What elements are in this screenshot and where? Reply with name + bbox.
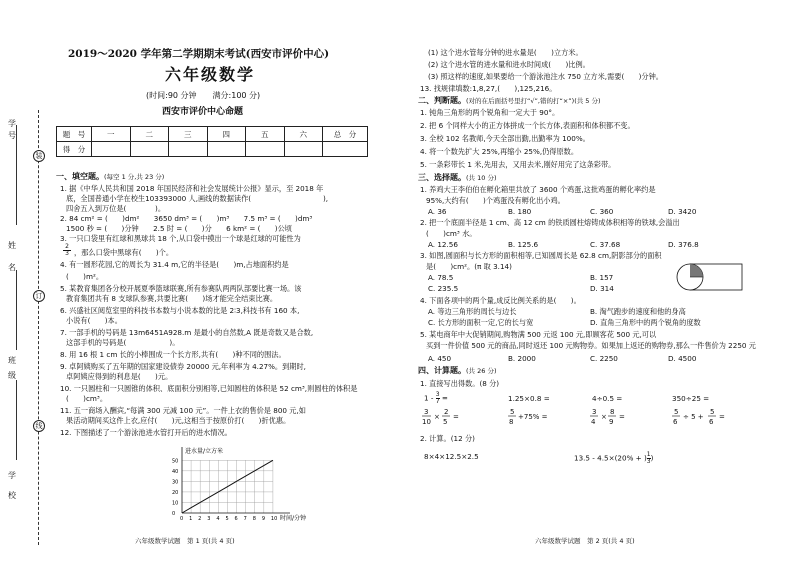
section-1-note: (每空 1 分,共 23 分) [104, 173, 165, 181]
choice-option[interactable]: D. 376.8 [668, 240, 699, 249]
section-3-heading [418, 173, 496, 183]
question-line: 2. 把 6 个同样大小的正方体拼成一个长方体,表面积和体积都不变。 [420, 121, 635, 130]
score-header-cell: 三 [169, 127, 208, 142]
question-line: 5. 一条彩带长 1 米,先用去，又用去米,刚好用完了这条彩带。 [420, 160, 616, 169]
question-line: 2. 84 cm² = ( )dm² 3650 dm³ = ( )m³ 7.5 m³ = ( )dm³ [60, 214, 313, 223]
svg-text:÷ 5 +: ÷ 5 + [683, 413, 704, 421]
score-header-cell: 一 [92, 127, 131, 142]
x-tick-label: 7 [243, 516, 247, 522]
choice-option[interactable]: D. 直角三角形中的两个锐角的度数 [590, 318, 701, 327]
binding-line [38, 110, 39, 545]
binding-circle: 线 [33, 420, 45, 432]
svg-text:5: 5 [443, 418, 448, 426]
score-header-cell: 二 [130, 127, 169, 142]
score-cell[interactable] [92, 142, 131, 157]
question-line: 9. 卓阿姨购买了五年期的国家建设债券 20000 元,年利率为 4.27%。到期时, [60, 362, 306, 371]
question-line: (2) 这个进水管的进水量和进水时间成( )比例。 [428, 60, 590, 69]
fraction-calc-row [422, 406, 752, 428]
svg-text:3: 3 [424, 408, 429, 416]
section-4-title: 四、计算题。 [418, 366, 466, 375]
side-label-school: 学 [8, 471, 16, 480]
question-line: 教育集团共有 8 支球队参赛,共要比赛( )场才能完全结束比赛。 [66, 294, 278, 303]
question-line: 果活动期间买这件上衣,应付( )元,这相当于按原价打( )折优惠。 [66, 416, 291, 425]
calc-part-2: 2. 计算。(12 分) [420, 434, 475, 443]
section-2-heading [418, 96, 601, 106]
y-tick-label: 50 [172, 458, 179, 465]
side-label-school-2: 校 [8, 491, 16, 500]
svg-text:5: 5 [510, 408, 515, 416]
side-underline [16, 270, 17, 350]
choice-option[interactable]: A. 等边三角形的周长与边长 [428, 307, 517, 316]
svg-text:8: 8 [610, 408, 615, 416]
svg-text:3: 3 [592, 408, 597, 416]
proposer: 西安市评价中心命题 [162, 107, 244, 117]
calc-part-1: 1. 直接写出得数。(8 分) [420, 379, 500, 388]
x-tick-label: 8 [252, 516, 256, 522]
svg-text:9: 9 [609, 418, 614, 426]
choice-option[interactable]: C. 37.68 [590, 240, 621, 249]
side-label-number: 学 [8, 119, 16, 128]
svg-text:6: 6 [673, 418, 678, 426]
x-tick-label: 5 [225, 516, 229, 522]
score-row-label: 得 分 [57, 142, 92, 157]
question-line: 6. 兴盛社区阅览室里的科技书本数与小说本数的比是 2∶3,科技书有 160 本, [60, 306, 300, 315]
svg-text:5: 5 [674, 408, 679, 416]
score-table [56, 126, 368, 157]
x-tick-label: 6 [234, 516, 238, 522]
section-4-note: (共 26 分) [466, 367, 497, 375]
question-line: ( )cm³。 [66, 394, 108, 403]
question-line: ( )cm³ 水。 [426, 229, 477, 238]
calc-item: 1.25×0.8 = [508, 394, 550, 403]
score-cell[interactable] [284, 142, 323, 157]
calc-item: 350÷25 = [672, 394, 710, 403]
fraction-2-3 [63, 244, 71, 257]
score-cell[interactable] [323, 142, 368, 157]
section-3-title: 三、选择题。 [418, 173, 466, 182]
side-label-name-2: 名 [8, 263, 16, 272]
question-line: 4. 有一圆形花园,它的周长为 31.4 m,它的半径是( )m,占地面积约是 [60, 260, 289, 269]
question-line: 2. 把一个底面半径是 1 cm、高 12 cm 的铁质圆柱熔铸成体积相等的铁球,会溢出 [420, 218, 680, 227]
svg-text:+75% =: +75% = [518, 413, 548, 421]
fraction-denominator: 3 [63, 250, 71, 257]
score-header-cell: 五 [246, 127, 285, 142]
y-tick-label: 40 [172, 468, 179, 475]
choice-option[interactable]: C. 长方形的面积一定,它的长与宽 [428, 318, 534, 327]
question-line: 这部手机的号码是( )。 [66, 338, 180, 347]
svg-text:=: = [619, 413, 625, 421]
question-line: 底，全国普通小学在校生103393000 人,画线的数据读作( ), [66, 194, 329, 203]
choice-option[interactable]: B. 157 [590, 273, 614, 282]
svg-text:2: 2 [444, 408, 449, 416]
score-header-cell: 六 [284, 127, 323, 142]
question-line: 5. 某教育集团各分校开展夏季篮球联赛,所有参赛队两两队部要比赛一场。该 [60, 284, 302, 293]
choice-option[interactable]: B. 180 [508, 207, 532, 216]
score-header-cell: 题 号 [57, 127, 92, 142]
side-underline [16, 125, 17, 225]
score-cell[interactable] [169, 142, 208, 157]
page-1-footer: 六年级数学试题 第 1 页(共 4 页) [135, 537, 235, 545]
choice-option[interactable]: A. 78.5 [428, 273, 454, 282]
svg-text:5: 5 [710, 408, 715, 416]
question-line: 卓阿姨应得到的利息是( )元。 [66, 372, 173, 381]
circle-rectangle-figure [672, 262, 744, 298]
question-line: 1. 据《中华人民共和国 2018 年国民经济和社会发展统计公报》显示，至 2018 年 [60, 184, 324, 193]
x-tick-label: 0 [180, 516, 184, 522]
calc2-item: 8×4×12.5×2.5 [424, 452, 479, 461]
y-tick-label: 20 [172, 489, 179, 496]
svg-text:8: 8 [509, 418, 514, 426]
question-line: 12. 下图描述了一个游泳池进水管打开后的进水情况。 [60, 428, 232, 437]
question-line: 10. 一只圆柱和一只圆锥的体积、底面积分别相等,已知圆柱的体积是 52 cm³,则圆柱的体积是 [60, 384, 358, 393]
svg-text:×: × [601, 413, 607, 421]
y-axis-label: 进水量/立方米 [185, 448, 224, 455]
choice-option[interactable]: A. 450 [428, 354, 452, 363]
choice-option[interactable]: B. 2000 [508, 354, 536, 363]
score-cell[interactable] [246, 142, 285, 157]
question-line: 3. 如图,圆面积与长方形的面积相等,已知圆周长是 62.8 cm,阴影部分的面积 [420, 251, 662, 260]
question-line: 95%,大约有( )个鸡蛋没有孵化出小鸡。 [426, 196, 565, 205]
x-axis-label: 时间/分钟 [280, 515, 307, 522]
side-label-class-2: 级 [8, 371, 16, 380]
question-line: (3) 照这样的速度,如果要给一个游泳池注水 750 立方米,需要( )分钟。 [428, 72, 663, 81]
subject-title: 六年级数学 [165, 65, 256, 84]
exam-title: 2019～2020 学年第二学期期末考试(西安市评价中心) [68, 48, 330, 60]
score-cell[interactable] [130, 142, 169, 157]
x-tick-label: 1 [189, 516, 193, 522]
svg-text:6: 6 [709, 418, 714, 426]
choice-option[interactable]: C. 360 [590, 207, 614, 216]
x-tick-label: 3 [207, 516, 211, 522]
svg-text:×: × [434, 413, 440, 421]
calc2-item: 13.5 - 4.5×(20% + ) $\frac{1}{3}$ ) [574, 451, 654, 465]
choice-option[interactable]: B. 淘气跑步的速度和他的身高 [590, 307, 686, 316]
question-line: 1500 秒 = ( )分钟 2.5 时 = ( )分 6 km² = ( )公顷 [66, 224, 292, 233]
y-tick-label: 0 [172, 511, 176, 517]
question-line: ( )m²。 [66, 272, 104, 281]
y-tick-label: 30 [172, 479, 179, 486]
question-line: 1. 养鸡大王李伯伯在孵化箱里共放了 3600 个鸡蛋,这批鸡蛋的孵化率约是 [420, 185, 656, 194]
svg-text:=: = [719, 413, 725, 421]
question-line: 3. 全校 102 名教师,今天全部出勤,出勤率为 100%。 [420, 134, 590, 143]
score-header-cell: 总 分 [323, 127, 368, 142]
question-line: ，那么口袋中黑球有( )个。 [74, 248, 174, 257]
question-line: 13. 找规律填数:1,8,27,( ),125,216。 [420, 84, 557, 93]
section-3-note: (共 10 分) [466, 174, 497, 182]
question-line: 11. 五一商场入酬宾,“每满 300 元减 100 元”。一件上衣的售价是 800 元,如 [60, 406, 306, 415]
score-header-cell: 四 [207, 127, 246, 142]
water-inflow-chart [160, 443, 310, 528]
question-line: 5. 某电商年中大促销期间,购物满 500 元返 100 元,即顾客花 500 元,可以 [420, 330, 657, 339]
fraction-numerator: 2 [65, 243, 69, 250]
choice-option[interactable]: C. 2250 [590, 354, 618, 363]
score-cell[interactable] [207, 142, 246, 157]
calc-item: 1 - $\frac{3}{7}$ = [424, 391, 448, 405]
section-2-title: 二、判断题。 [418, 96, 466, 105]
svg-text:=: = [453, 413, 459, 421]
choice-option[interactable]: A. 12.56 [428, 240, 458, 249]
section-1-heading [56, 172, 164, 182]
choice-option[interactable]: D. 4500 [668, 354, 697, 363]
question-line: 四舍五入到万位是( )。 [66, 204, 166, 213]
question-line: 1. 钝角三角形的两个锐角和一定大于 90°。 [420, 108, 560, 117]
question-line: 小说有( )本。 [66, 316, 122, 325]
choice-option[interactable]: A. 36 [428, 207, 447, 216]
x-tick-label: 4 [216, 516, 220, 522]
time-score: (时间:90 分钟 满分:100 分) [146, 91, 261, 100]
question-line: 7. 一部手机的号码是 13m6451A928.m 是最小的自然数,A 既是奇数又是合数, [60, 328, 314, 337]
question-line: 8. 用 16 根 1 cm 长的小棒围成一个长方形,共有( )种不同的围法。 [60, 350, 286, 359]
question-line: 4. 下面各项中的两个量,成反比例关系的是( )。 [420, 296, 581, 305]
binding-circle: 订 [33, 290, 45, 302]
section-4-heading [418, 366, 496, 376]
x-tick-label: 9 [261, 516, 266, 522]
side-underline [16, 380, 17, 460]
calc-item: 4÷0.5 = [592, 394, 623, 403]
side-label-number-2: 号 [8, 131, 16, 140]
section-1-title: 一、填空题。 [56, 172, 104, 181]
x-tick-label: 2 [198, 516, 202, 522]
section-2-note: (对的在后面括号里打“√”,错的打“×”)(共 5 分) [466, 97, 601, 105]
x-tick-label: 10 [270, 516, 278, 522]
question-line: 是( )cm²。(π 取 3.14) [426, 262, 512, 271]
choice-option[interactable]: D. 314 [590, 284, 614, 293]
y-tick-label: 10 [172, 500, 179, 507]
side-label-name: 姓 [8, 241, 16, 250]
question-line: 3. 一只口袋里有红球和黑球共 18 个,从口袋中摸出一个球是红球的可能性为 [60, 234, 301, 243]
question-line: 买到一件价值 500 元的商品,同时返还 100 元购物券。如果加上返还的购物券,那么一件售价为 2250 元 [426, 341, 756, 350]
choice-option[interactable]: C. 235.5 [428, 284, 459, 293]
svg-text:10: 10 [422, 418, 431, 426]
question-line: 4. 将一个数先扩大 25%,再缩小 25%,仍得原数。 [420, 147, 579, 156]
question-line: (1) 这个进水管每分钟的进水量是( )立方米。 [428, 48, 583, 57]
svg-text:4: 4 [591, 418, 596, 426]
choice-option[interactable]: D. 3420 [668, 207, 697, 216]
page-2-footer: 六年级数学试题 第 2 页(共 4 页) [535, 537, 635, 545]
binding-circle: 装 [33, 150, 45, 162]
side-label-class: 班 [8, 356, 16, 365]
choice-option[interactable]: B. 125.6 [508, 240, 539, 249]
